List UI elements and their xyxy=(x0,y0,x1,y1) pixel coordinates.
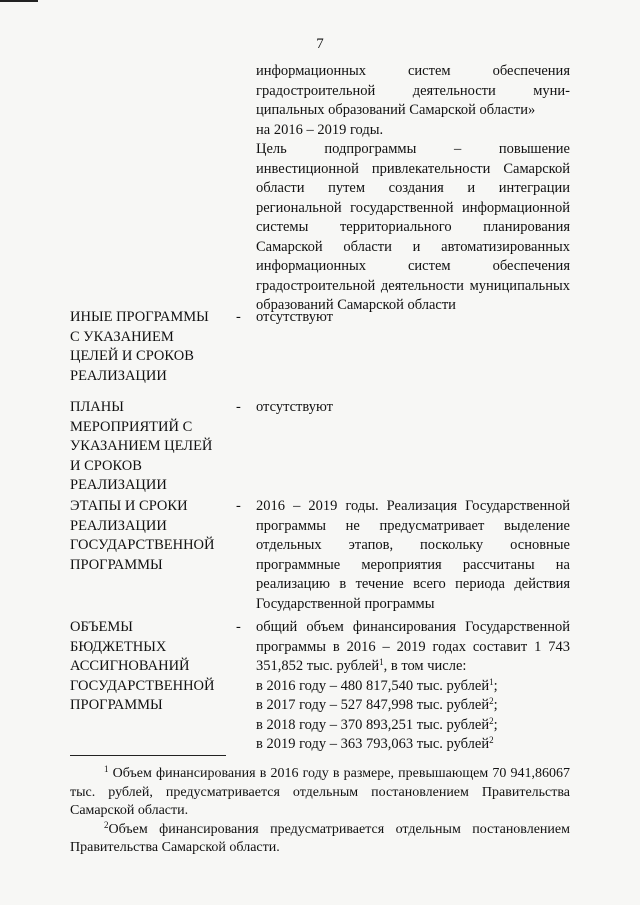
continuation-line-1: информационных систем обеспечения xyxy=(256,63,570,79)
continuation-para-2: Цель подпрограммы – повышение инвестиционной привлекательности Самарской области путем создания и интеграции региональной государственной информационной системы территориального планирования Самарской области и автоматизированных информационных систем обеспечения градостроительной деятельности муниципальных образований Самарской области xyxy=(256,141,570,313)
footnotes xyxy=(70,765,570,858)
section-value: отсутствуют xyxy=(256,309,333,325)
footnote-2: $^2$Объем финансирования предусматривается отдельным постановлением Правительства Самарской области. xyxy=(70,819,570,855)
budget-total: 1 743 351,852 тыс. рублей xyxy=(256,638,571,674)
footnote-divider xyxy=(70,755,226,756)
budget-year-2018: в 2018 году – 370 893,251 тыс. рублей$^2$; xyxy=(256,715,498,733)
section-value: 2016 – 2019 годы. Реализация Государственной программы не предусматривает выделение отдельных этапов, поскольку основные программные мероприятия рассчитаны на реализацию в течение всего периода действия Государственной программы xyxy=(256,498,570,612)
continuation-line-3: ципальных образований Самарской области» xyxy=(256,102,536,118)
footnote-ref: 2 xyxy=(489,696,494,706)
footnote-ref: 2 xyxy=(489,715,494,726)
scan-corner-mark xyxy=(0,0,38,2)
section-label: ПЛАНЫ МЕРОПРИЯТИЙ С УКАЗАНИЕМ ЦЕЛЕЙ И СРОКОВ РЕАЛИЗАЦИИ xyxy=(70,399,213,493)
footnote-ref: 1 xyxy=(489,676,494,687)
continuation-line-2: градостроительной деятельности муни- xyxy=(256,82,570,99)
section-dash: - xyxy=(236,498,241,514)
page-number: 7 xyxy=(316,36,324,52)
section-label: ЭТАПЫ И СРОКИ РЕАЛИЗАЦИИ ГОСУДАРСТВЕННОЙ ПРОГРАММЫ xyxy=(70,498,215,573)
budget-year-2019: в 2019 году – 363 793,063 тыс. рублей$^2$ xyxy=(256,735,494,752)
section-dash: - xyxy=(236,309,241,325)
budget-intro: общий объем финансирования Государственной программы в 2016 – 2019 годах составит 1 743 351,852 тыс. рублей$^1$, в том числе: xyxy=(256,619,571,674)
continuation-line-4: на 2016 – 2019 годы. xyxy=(256,121,384,138)
section-label: ИНЫЕ ПРОГРАММЫ С УКАЗАНИЕМ ЦЕЛЕЙ И СРОКОВ РЕАЛИЗАЦИИ xyxy=(70,309,209,384)
section-dash: - xyxy=(236,619,241,635)
footnote-ref: 1 xyxy=(379,657,384,667)
section-value xyxy=(256,618,570,755)
section-dash: - xyxy=(236,399,241,415)
footnote-ref: 2 xyxy=(489,735,494,745)
footnote-1: $^1$ Объем финансирования в 2016 году в размере, превышающем 70 941,86067 тыс. рублей, предусматривается отдельным постановлением Правительства Самарской области. xyxy=(70,764,570,818)
section-value: отсутствуют xyxy=(256,399,333,415)
budget-year-2016: в 2016 году – 480 817,540 тыс. рублей$^1$; xyxy=(256,676,498,694)
budget-year-2017: в 2017 году – 527 847,998 тыс. рублей$^2$; xyxy=(256,696,498,713)
continuation-text xyxy=(256,62,570,316)
section-label: ОБЪЕМЫ БЮДЖЕТНЫХ АССИГНОВАНИЙ ГОСУДАРСТВЕННОЙ ПРОГРАММЫ xyxy=(70,619,215,713)
continuation-para-1 xyxy=(256,62,570,140)
